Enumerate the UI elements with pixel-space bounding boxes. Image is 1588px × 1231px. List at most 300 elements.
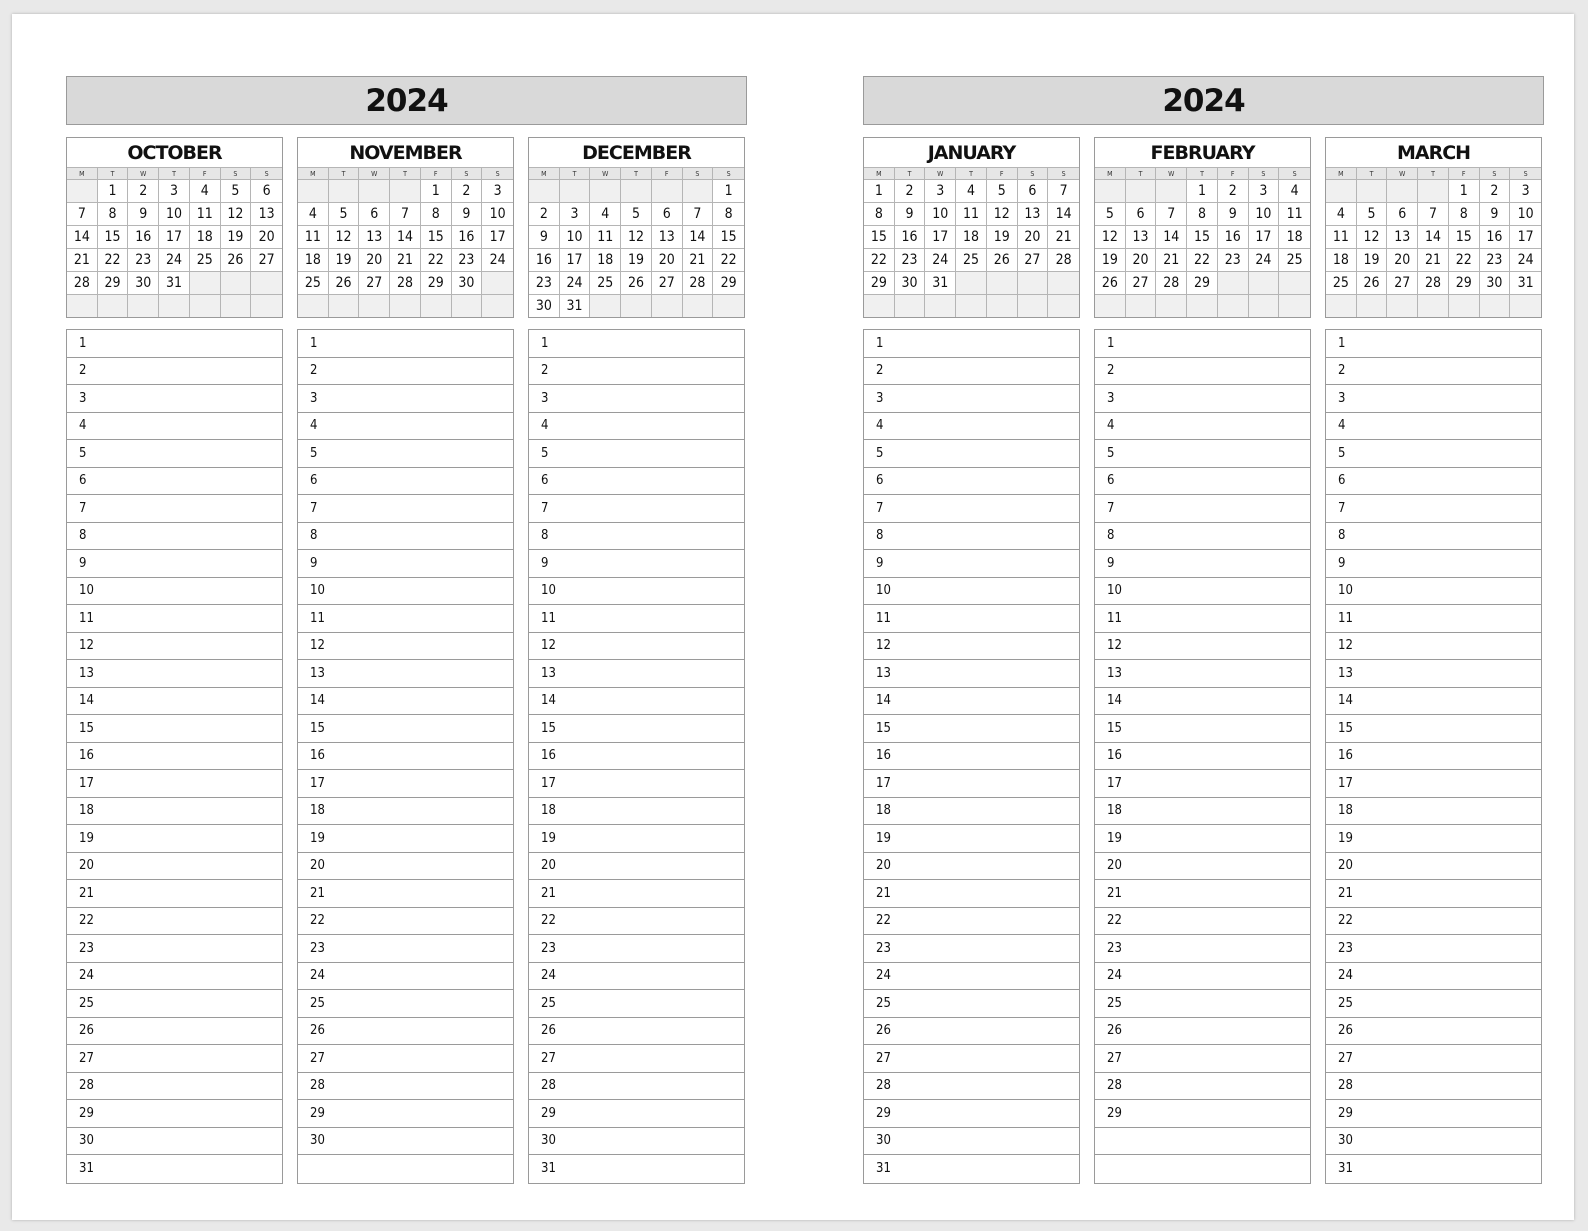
calendar-day-cell: 23 <box>128 248 159 271</box>
calendar-day-cell <box>482 271 513 294</box>
day-number: 5 <box>310 445 318 461</box>
weekday-header: W <box>128 167 159 179</box>
day-row <box>864 358 1079 386</box>
calendar-day-cell: 19 <box>987 225 1018 248</box>
day-number: 3 <box>1338 390 1346 406</box>
day-row <box>864 468 1079 496</box>
day-number: 20 <box>876 858 891 874</box>
day-number: 1 <box>1338 335 1346 351</box>
day-row <box>1326 330 1541 358</box>
day-row <box>864 413 1079 441</box>
calendar-day-cell: 30 <box>452 271 483 294</box>
weekday-header: S <box>1048 167 1079 179</box>
calendar-day-cell: 11 <box>298 225 329 248</box>
day-row <box>1095 440 1310 468</box>
day-row <box>1326 1155 1541 1183</box>
day-number: 2 <box>1338 363 1346 379</box>
day-number: 4 <box>79 418 87 434</box>
day-number: 2 <box>79 363 87 379</box>
day-number: 18 <box>310 803 325 819</box>
weekday-header: T <box>1126 167 1157 179</box>
calendar-day-cell: 2 <box>128 179 159 202</box>
day-number: 2 <box>310 363 318 379</box>
calendar-day-cell <box>190 271 221 294</box>
weekday-header: M <box>1095 167 1126 179</box>
day-row <box>1095 963 1310 991</box>
day-row <box>1326 880 1541 908</box>
day-number: 19 <box>1338 830 1353 846</box>
day-row <box>1326 633 1541 661</box>
day-number: 16 <box>1107 748 1122 764</box>
weekday-header: T <box>956 167 987 179</box>
calendar-day-cell <box>67 294 98 317</box>
calendar-day-cell <box>621 294 652 317</box>
calendar-day-cell: 7 <box>390 202 421 225</box>
day-number: 30 <box>79 1133 94 1149</box>
day-list <box>1325 329 1542 1184</box>
mini-calendar <box>863 137 1080 318</box>
day-row <box>298 385 513 413</box>
day-number: 14 <box>310 693 325 709</box>
calendar-day-cell <box>925 294 956 317</box>
day-number: 25 <box>541 995 556 1011</box>
calendar-day-cell: 9 <box>452 202 483 225</box>
day-number: 6 <box>541 473 549 489</box>
calendar-day-cell: 6 <box>1018 179 1049 202</box>
day-row <box>1095 1155 1310 1183</box>
day-number: 13 <box>1107 665 1122 681</box>
calendar-day-cell: 5 <box>987 179 1018 202</box>
calendar-day-cell: 15 <box>421 225 452 248</box>
day-row <box>1326 688 1541 716</box>
day-row <box>67 715 282 743</box>
calendar-day-cell: 2 <box>895 179 926 202</box>
calendar-day-cell: 11 <box>190 202 221 225</box>
day-row <box>864 1073 1079 1101</box>
calendar-day-cell: 22 <box>1187 248 1218 271</box>
day-row <box>864 798 1079 826</box>
calendar-day-cell: 5 <box>329 202 360 225</box>
calendar-day-cell: 21 <box>683 248 714 271</box>
calendar-day-cell: 11 <box>956 202 987 225</box>
calendar-day-cell <box>359 179 390 202</box>
calendar-day-cell <box>1357 294 1388 317</box>
day-row <box>1095 743 1310 771</box>
day-number: 12 <box>1107 638 1122 654</box>
day-number: 7 <box>541 500 549 516</box>
month-title: FEBRUARY <box>1150 141 1255 164</box>
calendar-day-cell: 20 <box>652 248 683 271</box>
day-number: 19 <box>541 830 556 846</box>
calendar-day-cell <box>956 271 987 294</box>
day-number: 2 <box>1107 363 1115 379</box>
calendar-day-cell <box>1095 294 1126 317</box>
day-row <box>298 1045 513 1073</box>
day-row <box>1326 1073 1541 1101</box>
calendar-grid <box>1326 167 1541 317</box>
day-number: 7 <box>79 500 87 516</box>
month-title: JANUARY <box>927 141 1016 164</box>
weekday-header: T <box>390 167 421 179</box>
calendar-day-cell: 8 <box>713 202 744 225</box>
calendar-day-cell: 1 <box>1187 179 1218 202</box>
calendar-grid <box>864 167 1079 317</box>
day-number: 3 <box>541 390 549 406</box>
day-number: 12 <box>541 638 556 654</box>
day-number: 12 <box>79 638 94 654</box>
calendar-day-cell <box>1387 294 1418 317</box>
calendar-day-cell: 10 <box>560 225 591 248</box>
calendar-day-cell <box>1279 294 1310 317</box>
day-row <box>298 523 513 551</box>
day-number: 23 <box>1338 940 1353 956</box>
weekday-header: M <box>298 167 329 179</box>
day-number: 8 <box>541 528 549 544</box>
day-number: 16 <box>1338 748 1353 764</box>
day-row <box>529 605 744 633</box>
day-number: 13 <box>1338 665 1353 681</box>
day-row <box>529 358 744 386</box>
calendar-day-cell: 8 <box>98 202 129 225</box>
day-number: 27 <box>1107 1050 1122 1066</box>
day-row <box>67 413 282 441</box>
day-row <box>1095 990 1310 1018</box>
calendar-day-cell: 10 <box>482 202 513 225</box>
calendar-day-cell: 12 <box>621 225 652 248</box>
day-row <box>1095 935 1310 963</box>
day-row <box>67 495 282 523</box>
calendar-day-cell: 22 <box>864 248 895 271</box>
day-row <box>529 743 744 771</box>
day-row <box>1095 413 1310 441</box>
mini-calendar <box>1325 137 1542 318</box>
day-row <box>529 1018 744 1046</box>
calendar-day-cell: 29 <box>1449 271 1480 294</box>
day-number: 17 <box>541 775 556 791</box>
day-row <box>1326 1018 1541 1046</box>
day-row <box>529 1155 744 1183</box>
day-number: 29 <box>79 1105 94 1121</box>
day-number: 30 <box>876 1133 891 1149</box>
day-row <box>298 1018 513 1046</box>
weekday-header: S <box>1018 167 1049 179</box>
day-row <box>298 605 513 633</box>
day-list <box>1094 329 1311 1184</box>
day-number: 13 <box>310 665 325 681</box>
day-number: 1 <box>876 335 884 351</box>
day-row <box>529 798 744 826</box>
day-number: 20 <box>541 858 556 874</box>
right-page <box>863 76 1544 1184</box>
weekday-header: F <box>1449 167 1480 179</box>
day-number: 4 <box>1107 418 1115 434</box>
day-row <box>67 880 282 908</box>
calendar-day-cell <box>1279 271 1310 294</box>
calendar-day-cell: 31 <box>925 271 956 294</box>
day-number: 28 <box>310 1078 325 1094</box>
day-list <box>297 329 514 1184</box>
calendar-day-cell: 30 <box>529 294 560 317</box>
day-number: 1 <box>310 335 318 351</box>
calendar-grid <box>67 167 282 317</box>
calendar-day-cell: 11 <box>1326 225 1357 248</box>
calendar-day-cell: 20 <box>1126 248 1157 271</box>
day-number: 28 <box>1107 1078 1122 1094</box>
day-number: 13 <box>79 665 94 681</box>
calendar-day-cell <box>1018 271 1049 294</box>
day-number: 23 <box>310 940 325 956</box>
day-row <box>1095 825 1310 853</box>
day-number: 7 <box>1338 500 1346 516</box>
day-row <box>529 578 744 606</box>
day-row <box>298 468 513 496</box>
day-row <box>1095 1073 1310 1101</box>
day-number: 24 <box>876 968 891 984</box>
calendar-day-cell: 23 <box>1480 248 1511 271</box>
day-row <box>1095 1128 1310 1156</box>
calendar-day-cell: 24 <box>560 271 591 294</box>
day-row <box>1095 468 1310 496</box>
day-number: 31 <box>876 1161 891 1177</box>
day-row <box>864 385 1079 413</box>
day-row <box>67 935 282 963</box>
calendar-day-cell <box>298 294 329 317</box>
calendar-day-cell: 28 <box>390 271 421 294</box>
day-number: 3 <box>1107 390 1115 406</box>
day-row <box>1326 358 1541 386</box>
day-number: 9 <box>1338 555 1346 571</box>
weekday-header: S <box>251 167 282 179</box>
day-row <box>298 1128 513 1156</box>
calendar-day-cell <box>1249 294 1280 317</box>
calendar-day-cell <box>1418 294 1449 317</box>
day-row <box>1326 908 1541 936</box>
calendar-day-cell: 23 <box>529 271 560 294</box>
day-row <box>864 908 1079 936</box>
calendar-day-cell: 6 <box>652 202 683 225</box>
weekday-header: M <box>67 167 98 179</box>
day-row <box>864 715 1079 743</box>
weekday-header: W <box>1387 167 1418 179</box>
day-row <box>1095 633 1310 661</box>
calendar-day-cell <box>560 179 591 202</box>
day-number: 15 <box>79 720 94 736</box>
day-number: 5 <box>1107 445 1115 461</box>
day-number: 11 <box>310 610 325 626</box>
calendar-day-cell: 14 <box>1418 225 1449 248</box>
calendar-day-cell: 31 <box>159 271 190 294</box>
day-number: 24 <box>310 968 325 984</box>
calendar-day-cell: 1 <box>1449 179 1480 202</box>
day-row <box>67 1073 282 1101</box>
day-row <box>67 358 282 386</box>
day-number: 6 <box>1107 473 1115 489</box>
day-row <box>1326 770 1541 798</box>
calendar-day-cell: 28 <box>1156 271 1187 294</box>
day-row <box>1326 1100 1541 1128</box>
day-number: 21 <box>876 885 891 901</box>
day-number: 10 <box>1107 583 1122 599</box>
day-number: 9 <box>876 555 884 571</box>
day-row <box>1326 578 1541 606</box>
calendar-day-cell: 28 <box>1048 248 1079 271</box>
day-number: 25 <box>1338 995 1353 1011</box>
calendar-day-cell: 13 <box>1018 202 1049 225</box>
calendar-day-cell: 17 <box>159 225 190 248</box>
day-number: 19 <box>1107 830 1122 846</box>
day-row <box>529 825 744 853</box>
calendar-day-cell <box>421 294 452 317</box>
calendar-day-cell: 25 <box>956 248 987 271</box>
calendar-day-cell: 12 <box>1095 225 1126 248</box>
day-row <box>864 495 1079 523</box>
day-row <box>1095 605 1310 633</box>
day-number: 28 <box>1338 1078 1353 1094</box>
month-column <box>1325 137 1542 1184</box>
day-row <box>67 605 282 633</box>
day-row <box>1095 358 1310 386</box>
weekday-header: S <box>1510 167 1541 179</box>
day-row <box>529 1073 744 1101</box>
calendar-day-cell <box>590 179 621 202</box>
calendar-day-cell: 24 <box>1510 248 1541 271</box>
calendar-day-cell: 16 <box>452 225 483 248</box>
calendar-day-cell: 18 <box>1326 248 1357 271</box>
day-row <box>864 523 1079 551</box>
weekday-header: W <box>925 167 956 179</box>
month-title: OCTOBER <box>127 141 222 164</box>
calendar-day-cell: 9 <box>1480 202 1511 225</box>
day-row <box>529 1045 744 1073</box>
day-row <box>298 853 513 881</box>
calendar-day-cell: 15 <box>713 225 744 248</box>
day-row <box>864 990 1079 1018</box>
day-number: 17 <box>876 775 891 791</box>
calendar-day-cell: 19 <box>1095 248 1126 271</box>
weekday-header: M <box>1326 167 1357 179</box>
calendar-day-cell <box>1218 294 1249 317</box>
calendar-day-cell: 2 <box>529 202 560 225</box>
month-title: NOVEMBER <box>349 141 462 164</box>
day-number: 6 <box>876 473 884 489</box>
left-page <box>66 76 747 1184</box>
day-row <box>529 908 744 936</box>
day-row <box>298 660 513 688</box>
day-number: 1 <box>541 335 549 351</box>
calendar-day-cell: 14 <box>1048 202 1079 225</box>
month-column <box>297 137 514 1184</box>
calendar-day-cell <box>67 179 98 202</box>
weekday-header: M <box>529 167 560 179</box>
calendar-day-cell: 29 <box>864 271 895 294</box>
day-number: 11 <box>79 610 94 626</box>
day-row <box>67 990 282 1018</box>
calendar-day-cell: 21 <box>390 248 421 271</box>
day-number: 31 <box>79 1161 94 1177</box>
day-number: 7 <box>1107 500 1115 516</box>
day-row <box>864 880 1079 908</box>
calendar-day-cell: 4 <box>298 202 329 225</box>
calendar-day-cell <box>683 179 714 202</box>
day-row <box>864 935 1079 963</box>
day-number: 29 <box>541 1105 556 1121</box>
calendar-day-cell: 16 <box>128 225 159 248</box>
calendar-day-cell: 16 <box>895 225 926 248</box>
day-row <box>67 1155 282 1183</box>
calendar-day-cell <box>221 294 252 317</box>
day-number: 17 <box>310 775 325 791</box>
day-row <box>1326 523 1541 551</box>
day-row <box>67 578 282 606</box>
calendar-day-cell: 4 <box>590 202 621 225</box>
day-number: 4 <box>541 418 549 434</box>
day-row <box>1326 990 1541 1018</box>
day-row <box>529 495 744 523</box>
day-number: 26 <box>1338 1023 1353 1039</box>
calendar-day-cell: 21 <box>1048 225 1079 248</box>
day-row <box>1095 853 1310 881</box>
day-row <box>1326 935 1541 963</box>
day-number: 24 <box>79 968 94 984</box>
calendar-day-cell <box>298 179 329 202</box>
calendar-day-cell: 28 <box>67 271 98 294</box>
day-number: 15 <box>1338 720 1353 736</box>
calendar-day-cell: 9 <box>895 202 926 225</box>
day-row <box>1095 1100 1310 1128</box>
weekday-header: S <box>1249 167 1280 179</box>
calendar-day-cell <box>895 294 926 317</box>
day-row <box>529 523 744 551</box>
day-row <box>864 660 1079 688</box>
calendar-grid <box>529 167 744 317</box>
day-row <box>1095 550 1310 578</box>
calendar-day-cell: 25 <box>1326 271 1357 294</box>
day-row <box>864 633 1079 661</box>
day-number: 24 <box>1107 968 1122 984</box>
weekday-header: T <box>1418 167 1449 179</box>
calendar-day-cell: 5 <box>621 202 652 225</box>
calendar-day-cell <box>482 294 513 317</box>
day-row <box>298 990 513 1018</box>
calendar-day-cell: 9 <box>128 202 159 225</box>
mini-calendar <box>1094 137 1311 318</box>
calendar-day-cell <box>1357 179 1388 202</box>
calendar-day-cell: 21 <box>1418 248 1449 271</box>
day-row <box>298 578 513 606</box>
month-column <box>66 137 283 1184</box>
day-row <box>1326 605 1541 633</box>
calendar-day-cell: 9 <box>1218 202 1249 225</box>
day-row <box>1095 495 1310 523</box>
day-number: 25 <box>310 995 325 1011</box>
calendar-day-cell: 26 <box>329 271 360 294</box>
day-number: 28 <box>876 1078 891 1094</box>
calendar-day-cell: 3 <box>482 179 513 202</box>
day-row <box>298 550 513 578</box>
weekday-header: W <box>1156 167 1187 179</box>
calendar-day-cell: 25 <box>1279 248 1310 271</box>
calendar-day-cell <box>956 294 987 317</box>
calendar-day-cell: 24 <box>925 248 956 271</box>
day-row <box>1326 825 1541 853</box>
calendar-day-cell <box>1018 294 1049 317</box>
calendar-day-cell <box>1326 294 1357 317</box>
year-header: 2024 <box>863 76 1544 125</box>
calendar-day-cell: 2 <box>452 179 483 202</box>
calendar-day-cell <box>1480 294 1511 317</box>
calendar-day-cell <box>1048 271 1079 294</box>
day-number: 1 <box>79 335 87 351</box>
